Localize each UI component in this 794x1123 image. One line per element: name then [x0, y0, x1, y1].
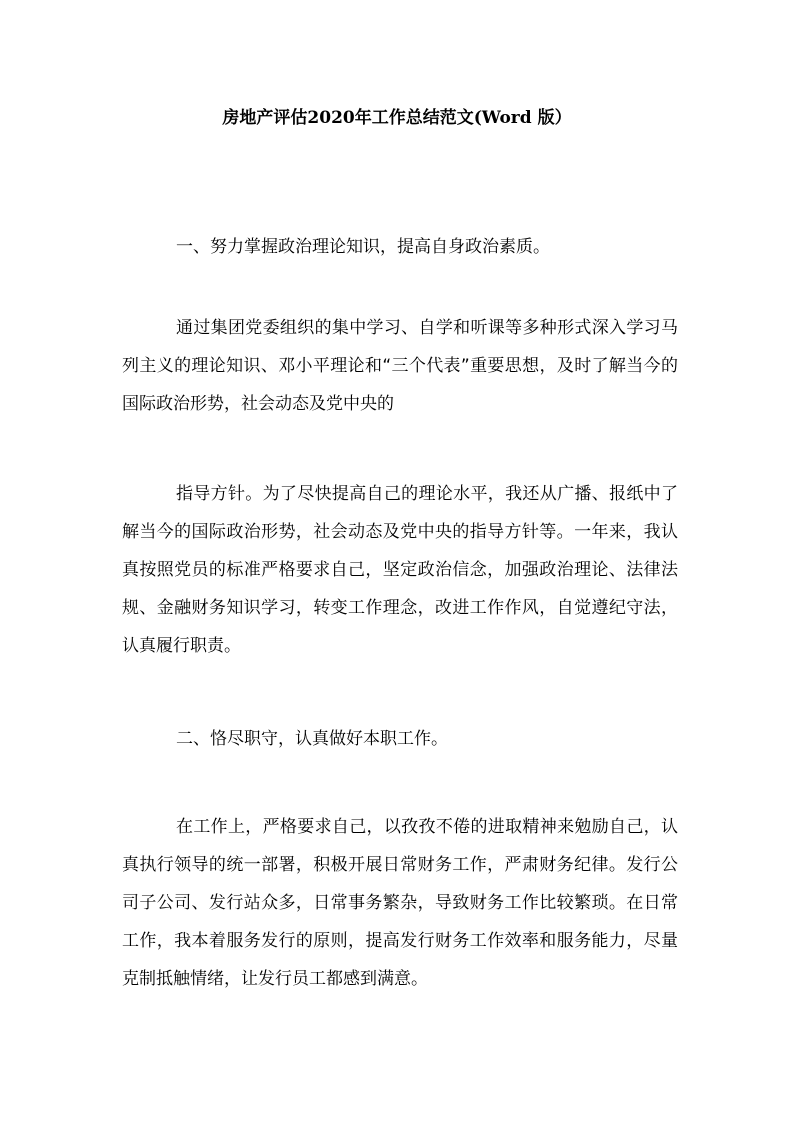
- section-heading-2: 二、恪尽职守，认真做好本职工作。: [176, 729, 448, 749]
- paragraph-3: 在工作上，严格要求自己，以孜孜不倦的进取精神来勉励自己，认真执行领导的统一部署，积极开展日常财务工作，严肃财务纪律。发行公司子公司、发行站众多，日常事务繁杂，导致财务工作比较繁琐。在日常工作，我本着服务发行的原则，提高发行财务工作效率和服务能力，尽量克制抵触情绪，让发行员工都感到满意。: [122, 817, 678, 989]
- paragraph-2: 指导方针。为了尽快提高自己的理论水平，我还从广播、报纸中了解当今的国际政治形势，社会动态及党中央的指导方针等。一年来，我认真按照党员的标准严格要求自己，坚定政治信念，加强政治理论、法律法规、金融财务知识学习，转变工作理念，改进工作作风，自觉遵纪守法，认真履行职责。: [122, 484, 678, 656]
- section-heading-1: 一、努力掌握政治理论知识，提高自身政治素质。: [176, 237, 550, 257]
- document-title: 房地产评估2020年工作总结范文(Word 版）: [222, 108, 572, 128]
- paragraph-1: 通过集团党委组织的集中学习、自学和听课等多种形式深入学习马列主义的理论知识、邓小平理论和“三个代表”重要思想，及时了解当今的国际政治形势，社会动态及党中央的: [122, 318, 678, 414]
